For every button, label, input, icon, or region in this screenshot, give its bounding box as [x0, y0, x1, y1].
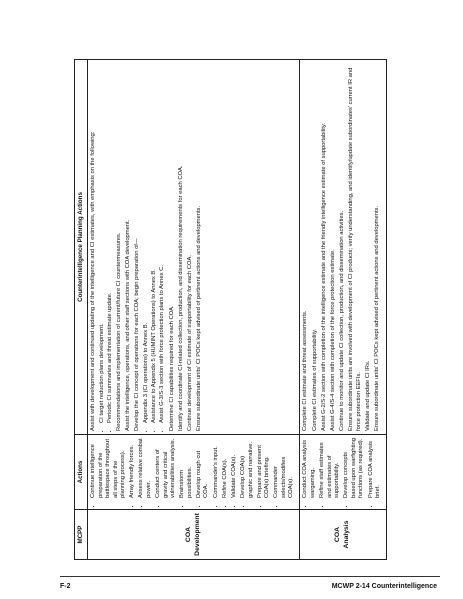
list-item: • Conduct centers of gravity and critical vulnerabilities analysis. — [155, 438, 178, 498]
header-row — [75, 60, 88, 560]
planning-table — [74, 59, 387, 560]
list-item: • Assess relative combat power. — [138, 438, 153, 498]
list-item: • Refine COA(s). — [222, 438, 230, 498]
list-item: Complete CI estimates of supportability. — [311, 328, 318, 431]
sub-list-item: • Periodic CI summaries and threat estimate update. — [107, 63, 115, 423]
list-item: Continue development of CI estimate of supportability for each COA. — [186, 255, 193, 431]
list-item: Ensure subordinate units' CI POCs kept advised of pertinent actions and developments. — [373, 205, 380, 431]
list-item: Assist G-4/S-4 section with completion of the force protection estimate. — [329, 249, 336, 431]
footer-rule — [60, 576, 440, 577]
sub-list-item: • Assistance to Appendix 5 (HUMINT Operations) to Annex B. — [151, 63, 159, 423]
table-row — [300, 60, 387, 560]
header-ci-actions: Counterintelligence Planning Actions — [75, 60, 88, 435]
list-item: • Continue intelligence preparation of the battlespace throughout all steps of the planning process). — [90, 438, 128, 498]
list-item: • Conduct COA analysis wargaming. — [302, 438, 317, 498]
list-item: Validate and update CI IRs. — [364, 360, 371, 431]
table-row — [88, 60, 300, 560]
list-item: Recommendations and implementation of current/future CI countermeasures. — [116, 232, 123, 431]
list-item: • Validate COA(s). — [231, 438, 239, 498]
actions-cell — [88, 435, 300, 510]
list-item: Assist G-2/S-2 section with completion of the intelligence estimate and the friendly intelligence estimate of supportability. — [320, 123, 327, 431]
list-item: Complete CI estimate and threat assessments. — [302, 310, 309, 431]
sub-list-item: • CI target reduction plans development. — [99, 63, 107, 423]
list-item: Identify and coordinate CI-related collection, production, and dissemination requirements for each COA. — [177, 165, 184, 431]
list-item: Continue to monitor and update CI collection, production, and dissemination activities. — [338, 210, 345, 431]
ci-action-text: Assist with development and continued updating of the intelligence and CI estimates, with emphasis on the following: — [90, 131, 97, 431]
phase-cell: COA Development — [88, 510, 300, 560]
list-item — [90, 63, 114, 431]
list-item: • Brainstorm possibilities. — [179, 438, 194, 498]
list-item: • Commander selects/modifies COA(s). — [273, 438, 296, 498]
sub-list-item: • Assist G-3/S-3 section with force protection plans to Annex C. — [159, 63, 167, 423]
publication-title: MCWP 2-14 Counterintelligence — [331, 583, 437, 590]
list-item: • Array friendly forces. — [129, 438, 137, 498]
list-item: Ensure subordinate units' CI POCs kept advised of pertinent actions and developments. — [195, 205, 202, 431]
list-item: • Develop rough cut COA. — [196, 438, 211, 498]
phase-cell: COA Analysis — [300, 510, 387, 560]
list-item: • Commander's input. — [213, 438, 221, 498]
ci-actions-cell — [300, 60, 387, 435]
list-item — [134, 63, 167, 431]
ci-actions-cell — [88, 60, 300, 435]
header-actions: Actions — [75, 435, 88, 510]
page-number: F-2 — [60, 583, 71, 590]
sub-list-item: • Appendix 3 (CI operations) to Annex B. — [143, 63, 151, 423]
list-item: • Prepare COA analysis brief. — [368, 438, 383, 498]
list-item: Ensure subordinate units are involved with development of CI products; verify understanding, and identify/update subordinates' current IR and force protection EEFIs. — [348, 67, 362, 431]
list-item: • Prepare and present COA(s) briefing. — [257, 438, 272, 498]
actions-cell — [300, 435, 387, 510]
rotated-table-stage — [74, 60, 434, 560]
list-item: • Refine staff estimates and estimates of supportability. — [319, 438, 342, 498]
list-item: • Develop concepts based upon warfighting functions (as required). — [343, 438, 366, 498]
header-mcpp: MCPP — [75, 510, 88, 560]
list-item: Assist the intelligence, operations, and other staff sections with COA development. — [125, 219, 132, 431]
ci-action-text: Develop the CI concept of operations for each COA; begin preparation of— — [134, 238, 141, 431]
list-item: Determine CI capabilities required for each COA. — [168, 305, 175, 431]
list-item: • Develop COA(s) graphic and narrative. — [240, 438, 255, 498]
